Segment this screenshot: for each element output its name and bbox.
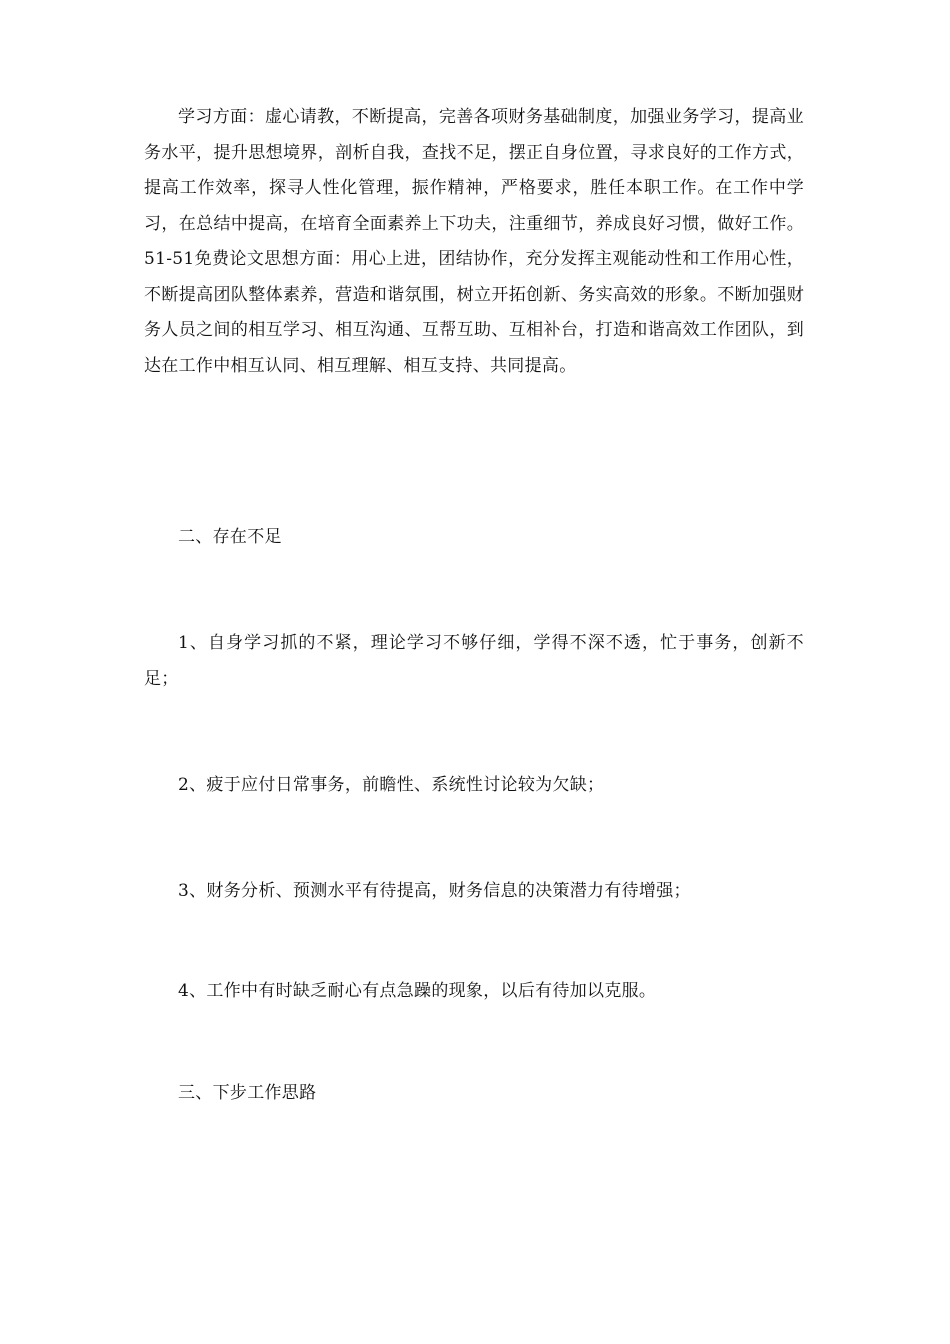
section-heading-next-steps: 三、下步工作思路 bbox=[178, 1083, 317, 1103]
section-heading-shortcomings: 二、存在不足 bbox=[178, 527, 282, 547]
shortcoming-item: 1、自身学习抓的不紧，理论学习不够仔细，学得不深不透，忙于事务，创新不足； bbox=[144, 633, 804, 689]
shortcoming-item: 3、财务分析、预测水平有待提高，财务信息的决策潜力有待增强； bbox=[178, 881, 691, 901]
intro-paragraph: 学习方面：虚心请教，不断提高，完善各项财务基础制度，加强业务学习，提高业务水平，提升思想境界，剖析自我，查找不足，摆正自身位置，寻求良好的工作方式，提高工作效率，探寻人性化管理，振作精神，严格要求，胜任本职工作。在工作中学习，在总结中提高，在培育全面素养上下功夫，注重细节，养成良好习惯，做好工作。51-51免费论文思想方面：用心上进，团结协作，充分发挥主观能动性和工作用心性，不断提高团队整体素养，营造和谐氛围，树立开拓创新、务实高效的形象。不断加强财务人员之间的相互学习、相互沟通、互帮互助、互相补台，打造和谐高效工作团队，到达在工作中相互认同、相互理解、相互支持、共同提高。 bbox=[144, 107, 804, 376]
shortcoming-item: 2、疲于应付日常事务，前瞻性、系统性讨论较为欠缺； bbox=[178, 775, 605, 795]
shortcoming-item: 4、工作中有时缺乏耐心有点急躁的现象，以后有待加以克服。 bbox=[178, 981, 657, 1001]
